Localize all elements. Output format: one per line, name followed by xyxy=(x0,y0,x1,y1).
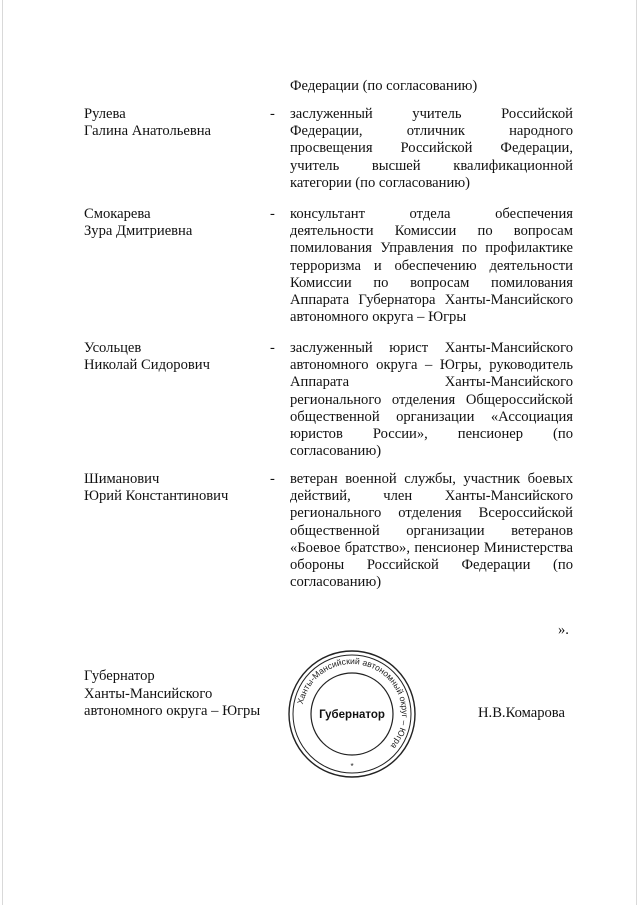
member-name xyxy=(84,106,259,140)
member-description: ветеран военной службы, участник боевых действий, член Ханты-Мансийского регионального отделения Всероссийской общественной организации ветеранов «Боевое братство», пенсионер Министерства обороны Российской Федерации (по согласованию) xyxy=(290,471,573,591)
signatory-title xyxy=(84,668,284,721)
closing-quote: ». xyxy=(558,622,569,638)
signatory-title-line: Губернатор xyxy=(84,668,155,684)
member-surname: Рулева xyxy=(84,106,126,122)
stamp-bottom-mark: * xyxy=(350,762,354,771)
member-given-names: Юрий Константинович xyxy=(84,488,229,505)
member-given-names: Галина Анатольевна xyxy=(84,123,212,140)
member-description: консультант отдела обеспечения деятельности Комиссии по вопросам помилования Управления по профилактике терроризма и обеспечению деятельности Комиссии по вопросам помилования Аппарата Губернатора Ханты-Мансийского автономного округа – Югры xyxy=(290,206,573,326)
member-dash: - xyxy=(270,471,275,487)
stamp-center-text: Губернатор xyxy=(319,709,385,721)
member-name xyxy=(84,340,259,374)
member-dash: - xyxy=(270,340,275,356)
official-stamp xyxy=(286,648,418,780)
continuation-text: Федерации (по согласованию) xyxy=(290,78,478,94)
signatory-name: Н.В.Комарова xyxy=(478,705,565,721)
member-surname: Шиманович xyxy=(84,471,160,487)
member-given-names: Зура Дмитриевна xyxy=(84,223,193,240)
member-surname: Смокарева xyxy=(84,206,151,222)
page-edge-left xyxy=(2,0,3,905)
member-description: заслуженный учитель Российской Федерации, отличник народного просвещения Российской Федерации, учитель высшей квалификационной категории (по согласованию) xyxy=(290,106,573,191)
member-name xyxy=(84,206,259,240)
member-surname: Усольцев xyxy=(84,340,142,356)
member-dash: - xyxy=(270,106,275,122)
signatory-title-line: Ханты-Мансийского xyxy=(84,685,213,702)
member-name xyxy=(84,471,259,505)
member-description: заслуженный юрист Ханты-Мансийского автономного округа – Югры, руководитель Аппарата Ханты-Мансийского регионального отделения Общероссийской общественной организации «Ассоциация юристов России», пенсионер (по согласованию) xyxy=(290,340,573,460)
signatory-title-line: автономного округа – Югры xyxy=(84,703,261,720)
stamp-ring-text: Ханты-Мансийский автономный округ – Югра xyxy=(295,655,411,751)
member-dash: - xyxy=(270,206,275,222)
member-given-names: Николай Сидорович xyxy=(84,357,210,374)
page-edge-right xyxy=(636,0,637,905)
